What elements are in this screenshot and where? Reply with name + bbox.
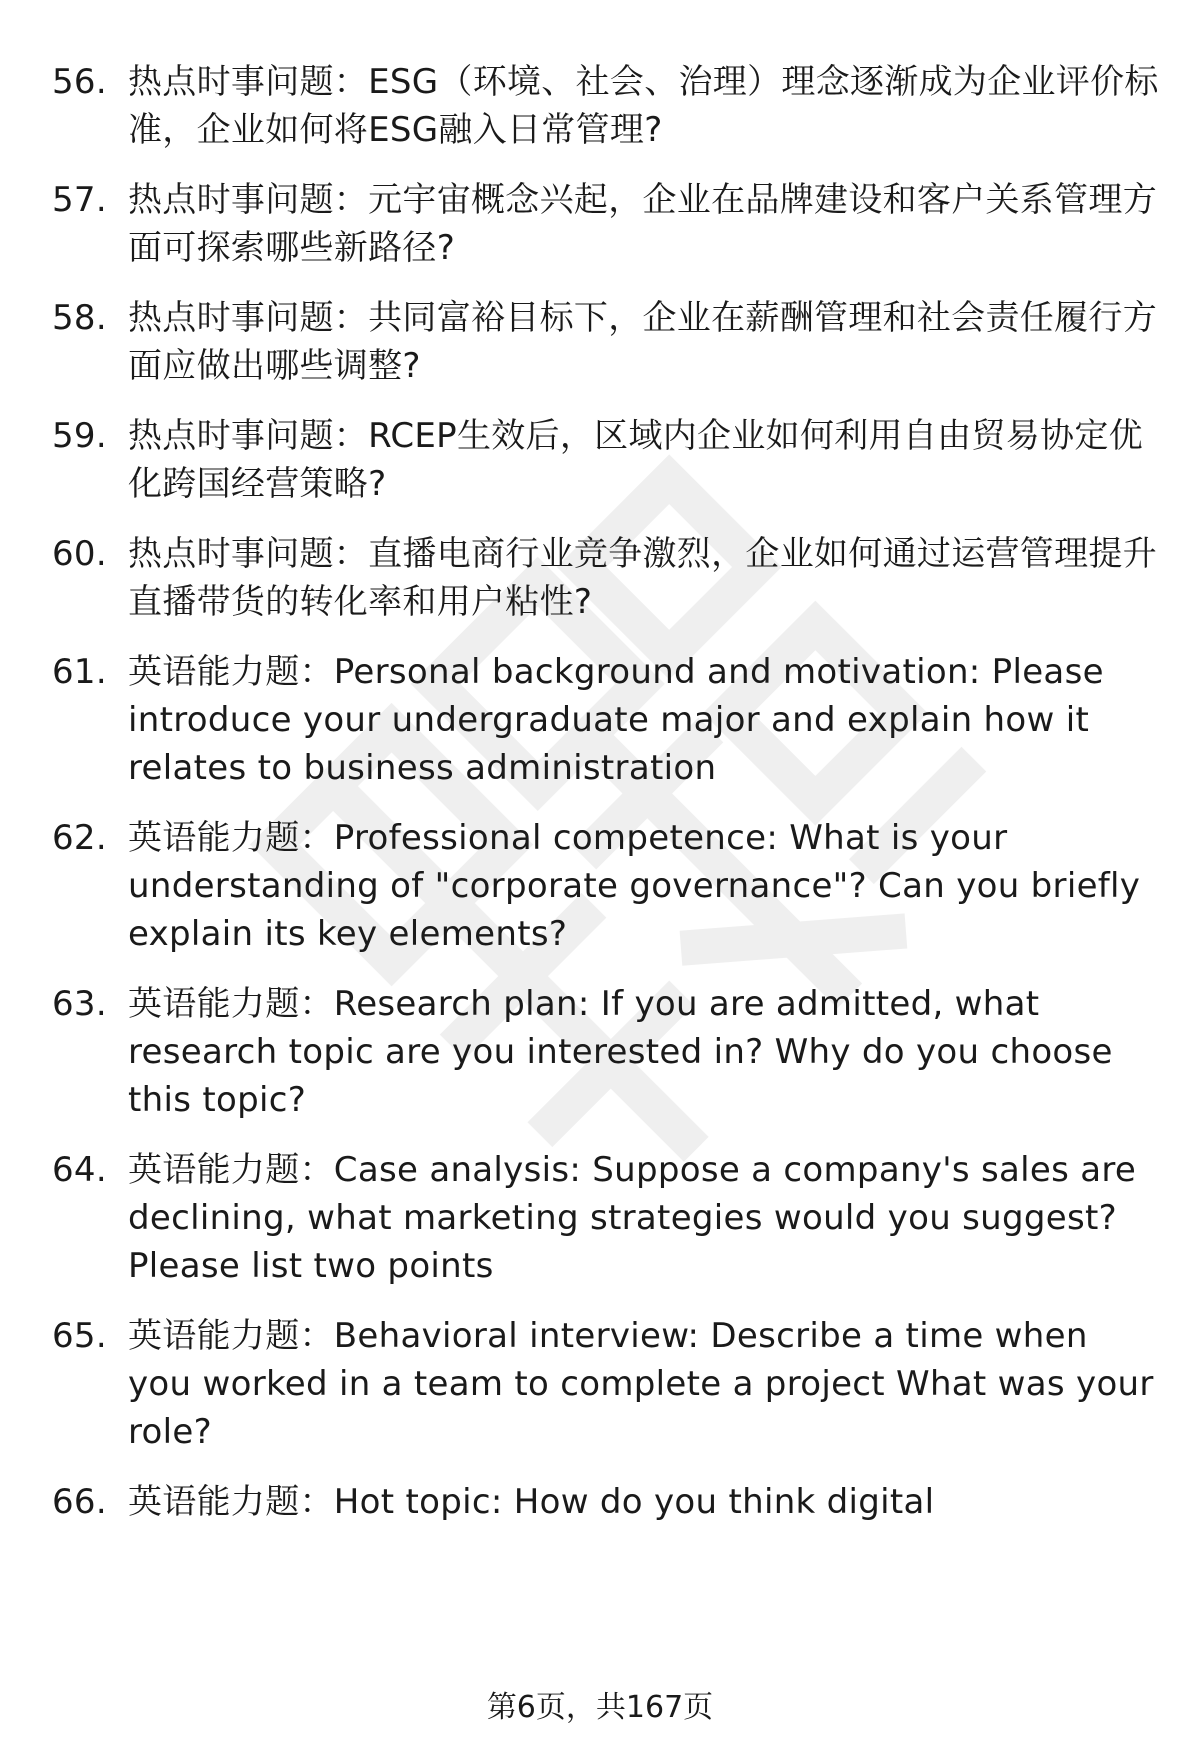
page-footer: 第6页，共167页 (486, 1690, 714, 1725)
question-text: 英语能力题：Research plan: If you are admitted, what research topic are you interested in? Why do you choose this topic? (128, 984, 1113, 1120)
question-number: 65. (52, 1316, 107, 1356)
question-text: 英语能力题：Personal background and motivation: Please introduce your undergraduate major and explain how it relates to business administration (128, 652, 1104, 788)
question-number: 63. (52, 984, 107, 1024)
question-number: 62. (52, 818, 107, 858)
question-number: 59. (52, 416, 107, 456)
question-number: 64. (52, 1150, 107, 1190)
question-text: 英语能力题：Hot topic: How do you think digital (128, 1482, 935, 1522)
question-number: 56. (52, 62, 107, 102)
question-number: 57. (52, 180, 107, 220)
list-item (52, 814, 1162, 958)
list-item (52, 980, 1162, 1124)
question-text: 热点时事问题：ESG（环境、社会、治理）理念逐渐成为企业评价标准，企业如何将ESG融入日常管理? (128, 62, 1159, 150)
question-number: 60. (52, 534, 107, 574)
list-item (52, 412, 1162, 508)
question-text: 英语能力题：Case analysis: Suppose a company's sales are declining, what marketing strategies would you suggest? Please list two points (128, 1150, 1137, 1286)
question-text: 热点时事问题：共同富裕目标下，企业在薪酬管理和社会责任履行方面应做出哪些调整? (128, 298, 1157, 386)
question-text: 英语能力题：Professional competence: What is your understanding of "corporate governance"? Can you briefly explain its key elements? (128, 818, 1141, 954)
list-item (52, 1312, 1162, 1456)
list-item (52, 294, 1162, 390)
list-item (52, 530, 1162, 626)
list-item (52, 1146, 1162, 1290)
question-text: 热点时事问题：元宇宙概念兴起，企业在品牌建设和客户关系管理方面可探索哪些新路径? (128, 180, 1157, 268)
question-text: 热点时事问题：直播电商行业竞争激烈，企业如何通过运营管理提升直播带货的转化率和用户粘性? (128, 534, 1157, 622)
question-text: 英语能力题：Behavioral interview: Describe a time when you worked in a team to complete a project What was your role? (128, 1316, 1154, 1452)
question-number: 66. (52, 1482, 107, 1522)
list-item (52, 176, 1162, 272)
list-item (52, 648, 1162, 792)
question-text: 热点时事问题：RCEP生效后，区域内企业如何利用自由贸易协定优化跨国经营策略? (128, 416, 1143, 504)
question-list (52, 58, 1162, 1526)
question-number: 58. (52, 298, 107, 338)
question-number: 61. (52, 652, 107, 692)
list-item (52, 58, 1162, 154)
list-item (52, 1478, 1162, 1526)
